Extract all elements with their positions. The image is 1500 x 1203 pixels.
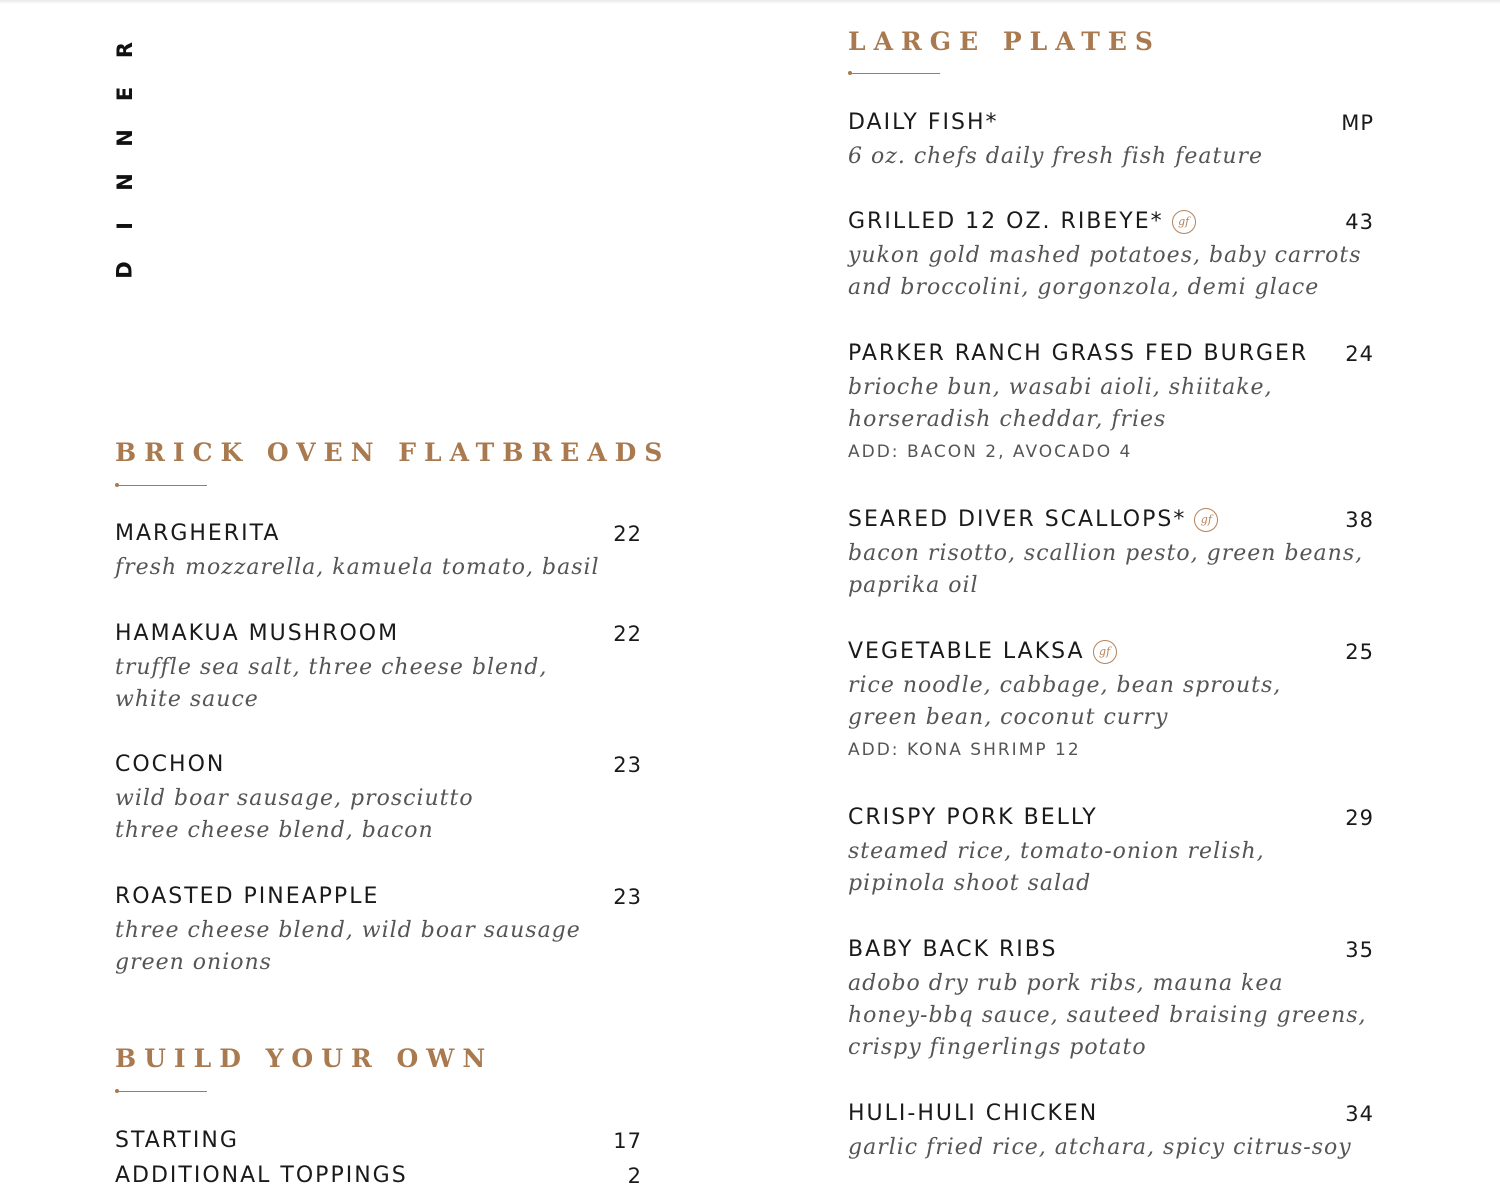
item-name: HULI-HULI CHICKEN <box>848 1101 1099 1126</box>
item-name: BABY BACK RIBS <box>848 937 1058 962</box>
desc-line: bacon risotto, scallion pesto, green beans, <box>848 541 1364 566</box>
item-description <box>848 240 1374 304</box>
dinner-letter: R <box>112 41 137 59</box>
item-price: 29 <box>1345 805 1374 830</box>
desc-line: wild boar sausage, prosciutto <box>115 786 474 811</box>
item-price: 22 <box>613 521 642 546</box>
dinner-letter: I <box>112 222 137 230</box>
menu-item <box>848 937 1374 1064</box>
desc-line: yukon gold mashed potatoes, baby carrots <box>848 243 1362 268</box>
item-name: VEGETABLE LAKSA <box>848 639 1085 664</box>
item-name: COCHON <box>115 752 226 777</box>
desc-line: truffle sea salt, three cheese blend, <box>115 655 548 680</box>
flatbreads-title: BRICK OVEN FLATBREADS <box>115 438 671 467</box>
row-price: 2 <box>627 1163 642 1188</box>
large-plates-title: LARGE PLATES <box>848 27 1161 56</box>
dinner-letter: N <box>112 129 137 147</box>
large-plates-rule <box>850 73 940 74</box>
desc-line: green onions <box>115 950 272 975</box>
desc-line: white sauce <box>115 687 259 712</box>
item-description <box>848 670 1374 734</box>
item-price: 25 <box>1345 639 1374 664</box>
gluten-free-icon <box>1093 640 1117 664</box>
dinner-letter: D <box>113 261 137 279</box>
menu-item <box>115 521 642 584</box>
row-name: ADDITIONAL TOPPINGS <box>115 1163 408 1188</box>
item-price: 35 <box>1345 937 1374 962</box>
desc-line: honey-bbq sauce, sauteed braising greens, <box>848 1003 1367 1028</box>
dinner-letter: E <box>112 86 137 102</box>
vertical-dinner-title <box>110 28 140 292</box>
desc-line: pipinola shoot salad <box>848 871 1092 896</box>
row-price: 17 <box>613 1128 642 1153</box>
gluten-free-icon <box>1194 508 1218 532</box>
item-price: 22 <box>613 621 642 646</box>
build-rule <box>117 1091 207 1092</box>
item-description: garlic fried rice, atchara, spicy citrus-soy <box>848 1135 1352 1160</box>
row-name: STARTING <box>115 1128 239 1153</box>
menu-row <box>115 1128 642 1153</box>
menu-item <box>115 752 642 847</box>
menu-item <box>115 621 642 716</box>
menu-item <box>848 805 1374 900</box>
item-name: SEARED DIVER SCALLOPS* <box>848 507 1187 532</box>
desc-line: rice noodle, cabbage, bean sprouts, <box>848 673 1282 698</box>
menu-item <box>848 110 1374 173</box>
desc-line: adobo dry rub pork ribs, mauna kea <box>848 971 1284 996</box>
desc-line: brioche bun, wasabi aioli, shiitake, <box>848 375 1273 400</box>
dinner-letter: N <box>112 173 137 191</box>
item-name: MARGHERITA <box>115 521 281 546</box>
desc-line: three cheese blend, bacon <box>115 818 434 843</box>
menu-item <box>115 884 642 979</box>
item-addon: ADD: BACON 2, AVOCADO 4 <box>848 442 1133 462</box>
flatbreads-rule <box>117 485 207 486</box>
desc-line: three cheese blend, wild boar sausage <box>115 918 581 943</box>
menu-item <box>848 507 1374 602</box>
item-name: ROASTED PINEAPPLE <box>115 884 380 909</box>
desc-line: horseradish cheddar, fries <box>848 407 1167 432</box>
item-name: PARKER RANCH GRASS FED BURGER <box>848 341 1309 366</box>
top-shadow <box>0 0 1500 4</box>
item-price: 23 <box>613 752 642 777</box>
item-price: 24 <box>1345 341 1374 366</box>
desc-line: steamed rice, tomato-onion relish, <box>848 839 1265 864</box>
item-price: 34 <box>1345 1101 1374 1126</box>
item-name: GRILLED 12 OZ. RIBEYE* <box>848 209 1164 234</box>
item-description: 6 oz. chefs daily fresh fish feature <box>848 144 1264 169</box>
item-price: 38 <box>1345 507 1374 532</box>
menu-row <box>115 1163 642 1188</box>
build-your-own-title: BUILD YOUR OWN <box>115 1044 494 1073</box>
item-addon: ADD: KONA SHRIMP 12 <box>848 740 1081 760</box>
item-description <box>848 968 1374 1064</box>
item-description <box>115 783 642 847</box>
item-description <box>848 372 1374 436</box>
menu-item <box>848 1101 1374 1164</box>
item-name: HAMAKUA MUSHROOM <box>115 621 400 646</box>
menu-item <box>848 209 1374 304</box>
item-description <box>115 915 642 979</box>
item-description <box>115 652 642 716</box>
item-description: fresh mozzarella, kamuela tomato, basil <box>115 555 600 580</box>
desc-line: paprika oil <box>848 573 979 598</box>
item-price: MP <box>1341 110 1374 135</box>
gluten-free-icon <box>1172 210 1196 234</box>
item-name: DAILY FISH* <box>848 110 999 135</box>
desc-line: crispy fingerlings potato <box>848 1035 1147 1060</box>
menu-item <box>848 639 1374 760</box>
item-name: CRISPY PORK BELLY <box>848 805 1098 830</box>
menu-item <box>848 341 1374 462</box>
desc-line: green bean, coconut curry <box>848 705 1169 730</box>
desc-line: and broccolini, gorgonzola, demi glace <box>848 275 1320 300</box>
item-description <box>848 538 1374 602</box>
item-description <box>848 836 1374 900</box>
item-price: 43 <box>1345 209 1374 234</box>
item-price: 23 <box>613 884 642 909</box>
